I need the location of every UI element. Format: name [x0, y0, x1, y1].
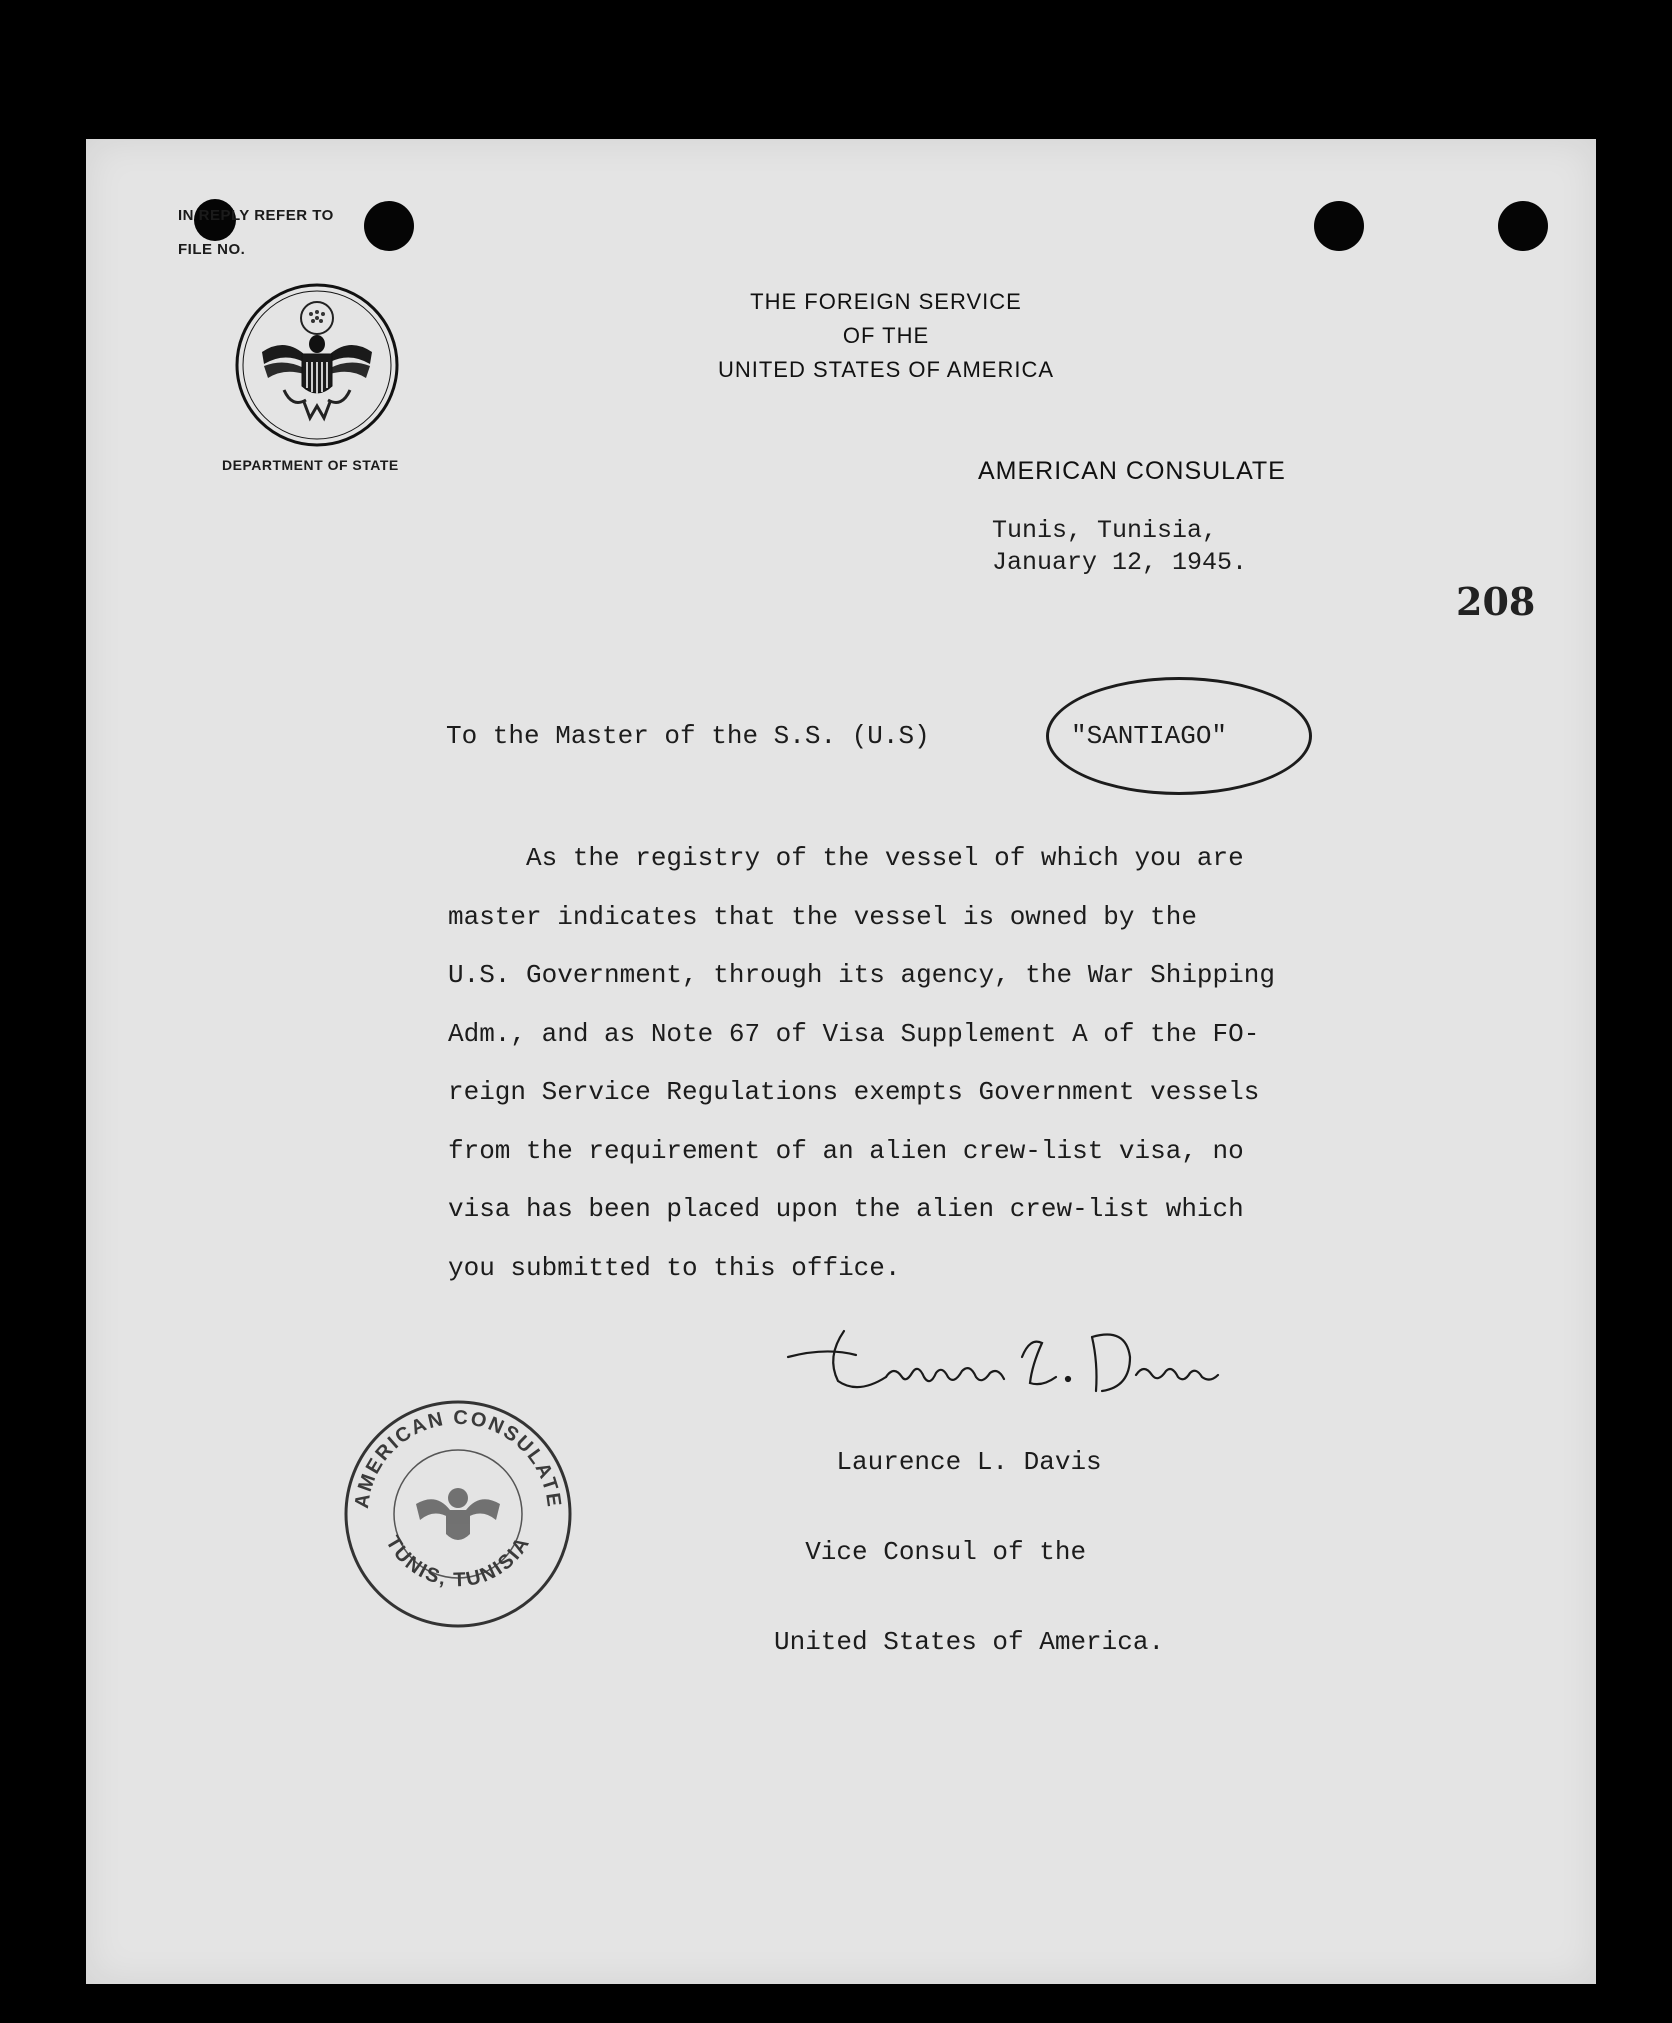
signature-block — [774, 1387, 1164, 1717]
dateline-place: Tunis, Tunisia, — [992, 516, 1218, 545]
signer-country: United States of America. — [774, 1627, 1165, 1657]
punch-hole — [1314, 201, 1364, 251]
svg-text:AMERICAN CONSULATE: AMERICAN CONSULATE — [350, 1406, 566, 1510]
letter-body — [448, 829, 1548, 1297]
body-line: As the registry of the vessel of which you are — [448, 843, 1244, 873]
file-reference-label — [178, 199, 334, 267]
signer-title: Vice Consul of the — [774, 1537, 1087, 1567]
great-seal-icon — [234, 282, 400, 448]
dateline-date: January 12, 1945. — [992, 548, 1248, 577]
file-no-line: FILE NO. — [178, 241, 246, 258]
body-line: from the requirement of an alien crew-list visa, no — [448, 1135, 1244, 1166]
body-line: Adm., and as Note 67 of Visa Supplement A of the FO- — [448, 1018, 1260, 1049]
punch-hole — [364, 201, 414, 251]
office-name: AMERICAN CONSULATE — [978, 457, 1286, 485]
document-number: 208 — [1456, 579, 1536, 624]
refer-line: IN REPLY REFER TO — [178, 207, 334, 224]
letterhead-line: UNITED STATES OF AMERICA — [717, 357, 1055, 382]
letter-page — [86, 139, 1596, 1984]
letterhead-title — [606, 285, 1166, 387]
salutation: To the Master of the S.S. (U.S) — [446, 721, 930, 751]
dateline — [992, 515, 1247, 579]
consulate-stamp — [338, 1394, 578, 1634]
department-label: DEPARTMENT OF STATE — [222, 457, 399, 473]
letterhead-line: OF THE — [842, 323, 930, 348]
body-line: master indicates that the vessel is owned by the — [448, 901, 1197, 932]
body-line: reign Service Regulations exempts Government vessels — [448, 1077, 1260, 1107]
body-line: U.S. Government, through its agency, the War Shipping — [448, 960, 1275, 990]
ship-name: "SANTIAGO" — [1071, 721, 1228, 751]
punch-hole — [1498, 201, 1548, 251]
body-line: you submitted to this office. — [448, 1252, 901, 1283]
svg-text:TUNIS, TUNISIA: TUNIS, TUNISIA — [381, 1532, 535, 1592]
signer-name: Laurence L. Davis — [774, 1447, 1102, 1477]
letterhead-line: THE FOREIGN SERVICE — [750, 289, 1022, 314]
body-line: visa has been placed upon the alien crew-list which — [448, 1194, 1244, 1224]
